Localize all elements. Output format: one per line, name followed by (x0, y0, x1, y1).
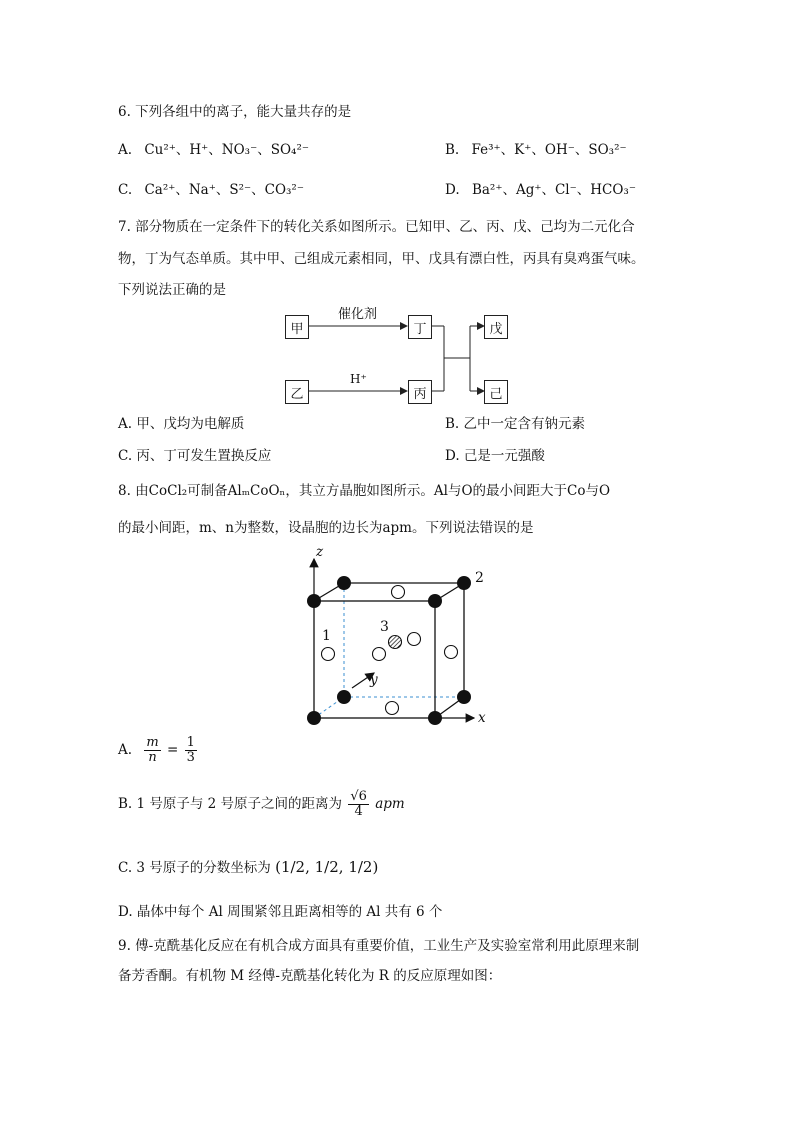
frac-sqrt6: √6 (350, 789, 367, 804)
q8-option-a (118, 736, 199, 765)
box-ding: 丁 (408, 315, 432, 339)
q8-option-c (118, 858, 378, 877)
q6-option-c (118, 181, 304, 199)
q7-line1: 7. 部分物质在一定条件下的转化关系如图所示。已知甲、乙、丙、戊、己均为二元化合 (118, 219, 635, 235)
q8-c-coord: (1/2, 1/2, 1/2) (275, 858, 379, 876)
fraction-sqrt6-over-4 (348, 790, 369, 819)
hplus-label: H⁺ (350, 372, 367, 386)
q6-option-a (118, 141, 309, 159)
frac-3: 3 (186, 750, 195, 765)
box-jia: 甲 (285, 315, 309, 339)
frac-4: 4 (354, 804, 363, 819)
equals-sign: = (166, 742, 179, 758)
q7-option-c: C. 丙、丁可发生置换反应 (118, 448, 272, 464)
q7-option-b: B. 乙中一定含有钠元素 (445, 416, 586, 432)
q7-option-a: A. 甲、戊均为电解质 (118, 416, 245, 432)
q7-option-d: D. 己是一元强酸 (445, 448, 545, 464)
frac-1: 1 (186, 735, 195, 750)
q8-line2: 的最小间距，m、n为整数，设晶胞的边长为apm。下列说法错误的是 (118, 520, 534, 536)
q6-a-text: Cu²⁺、H⁺、NO₃⁻、SO₄²⁻ (144, 142, 309, 158)
catalyst-label: 催化剂 (338, 307, 378, 322)
fraction-one-third (185, 736, 197, 765)
q6-c-label: C. (118, 182, 133, 198)
q8-option-d: D. 晶体中每个 Al 周围紧邻且距离相等的 Al 共有 6 个 (118, 904, 443, 920)
box-yi: 乙 (285, 380, 309, 404)
q8-c-pre: C. 3 号原子的分数坐标为 (118, 860, 271, 876)
q6-b-text: Fe³⁺、K⁺、OH⁻、SO₃²⁻ (471, 142, 627, 158)
q8-b-pre: B. 1 号原子与 2 号原子之间的距离为 (118, 796, 343, 812)
z-axis-label: z (316, 544, 324, 560)
fraction-m-over-n (144, 736, 160, 765)
q6-c-text: Ca²⁺、Na⁺、S²⁻、CO₃²⁻ (144, 182, 304, 198)
atom-label-1: 1 (322, 628, 331, 644)
x-axis-label: x (478, 710, 486, 726)
q8-line1: 8. 由CoCl₂可制备AlₘCoOₙ，其立方晶胞如图所示。Al与O的最小间距大于Co与O (118, 483, 611, 499)
frac-n: n (148, 750, 157, 765)
q6-stem: 6. 下列各组中的离子，能大量共存的是 (118, 104, 352, 120)
box-ji: 己 (484, 380, 508, 404)
q8-a-label: A. (118, 742, 133, 758)
atom-label-3: 3 (380, 619, 389, 635)
q7-line2: 物，丁为气态单质。其中甲、己组成元素相同，甲、戊具有漂白性，丙具有臭鸡蛋气味。 (118, 251, 645, 267)
q9-line2: 备芳香酮。有机物 M 经傅-克酰基化转化为 R 的反应原理如图： (118, 968, 502, 984)
q8-b-post: apm (375, 796, 405, 812)
q7-line3: 下列说法正确的是 (118, 282, 226, 298)
q6-a-label: A. (118, 142, 133, 158)
q6-option-d (445, 181, 636, 199)
atom-label-2: 2 (475, 570, 484, 586)
q6-b-label: B. (445, 142, 460, 158)
q8-option-b (118, 790, 405, 819)
q6-d-label: D. (445, 182, 460, 198)
box-wu: 戊 (484, 315, 508, 339)
q6-option-b (445, 141, 627, 159)
q6-d-text: Ba²⁺、Ag⁺、Cl⁻、HCO₃⁻ (471, 182, 636, 198)
box-bing: 丙 (408, 380, 432, 404)
frac-m: m (146, 735, 159, 750)
y-axis-label: y (370, 672, 378, 688)
q9-line1: 9. 傅-克酰基化反应在有机合成方面具有重要价值，工业生产及实验室常利用此原理来制 (118, 938, 640, 954)
